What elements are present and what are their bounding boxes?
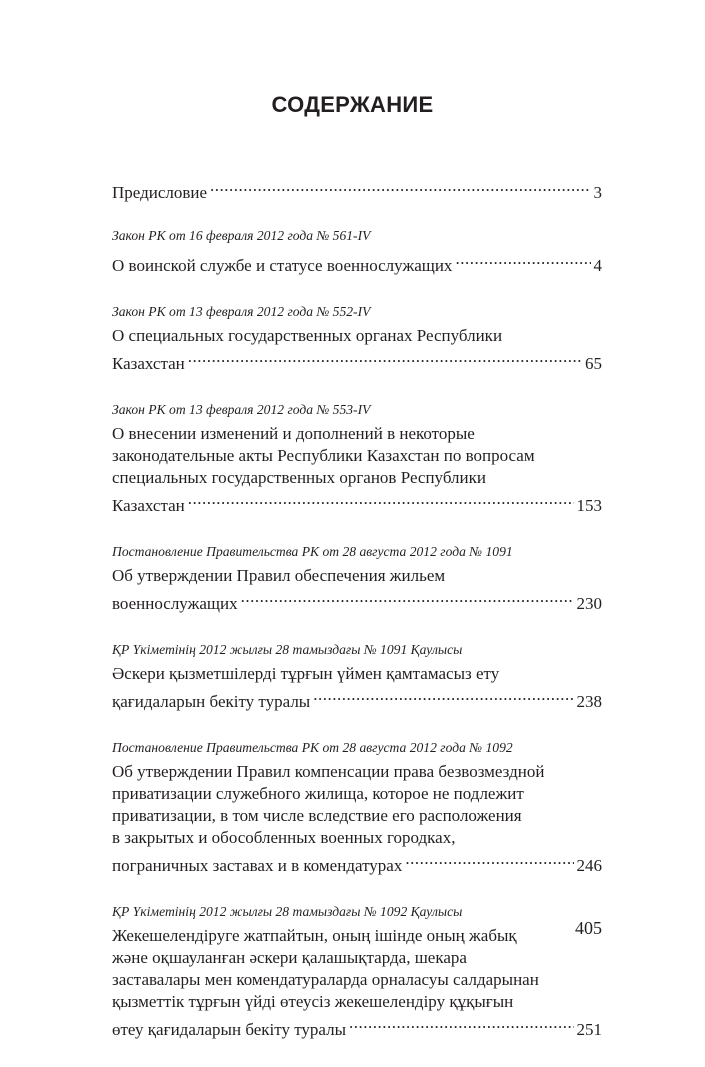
law-reference: Постановление Правительства РК от 28 августа 2012 года № 1091	[112, 544, 513, 559]
law-reference: Закон РК от 16 февраля 2012 года № 561-IV	[112, 228, 371, 243]
toc-entry-last-line	[112, 249, 602, 277]
toc-entry-title: Казахстан	[112, 354, 185, 373]
toc-entry-preface	[112, 176, 602, 204]
dot-leader	[455, 249, 590, 271]
dot-leader	[188, 489, 574, 511]
page-number: 405	[575, 918, 602, 938]
page-title: СОДЕРЖАНИЕ	[271, 92, 434, 117]
toc-page-number: 4	[593, 256, 602, 275]
toc-entry-title: пограничных заставах и в комендатурах	[112, 856, 403, 875]
toc-entry-line: Об утверждении Правил компенсации права безвозмездной	[112, 762, 545, 781]
dot-leader	[210, 176, 590, 198]
toc-entry-line: специальных государственных органов Республики	[112, 468, 486, 487]
law-reference: ҚР Үкіметінің 2012 жылғы 28 тамыздағы № 1091 Қаулысы	[112, 642, 463, 657]
toc-entry-line: қызметтік тұрғын үйді өтеусіз жекешелендіру құқығын	[112, 992, 514, 1011]
toc-entry-line: Жекешелендіруге жатпайтын, оның ішінде оның жабық	[112, 926, 517, 945]
dot-leader	[313, 685, 573, 707]
toc-entry-title: өтеу қағидаларын бекіту туралы	[112, 1020, 347, 1039]
toc-entry	[112, 641, 602, 713]
toc-entry-line: приватизации, в том числе вследствие его расположения	[112, 806, 522, 825]
toc-entry-title: қағидаларын бекіту туралы	[112, 692, 311, 711]
toc-page-number: 230	[576, 594, 602, 613]
toc-entry	[112, 543, 602, 615]
toc-entry-line: Об утверждении Правил обеспечения жильем	[112, 566, 446, 585]
toc-entry	[112, 739, 602, 877]
toc-page-number: 238	[576, 692, 602, 711]
toc-entry-line: в закрытых и обособленных военных городках,	[112, 828, 456, 847]
toc-entry-line: және оқшауланған әскери қалашықтарда, шекара	[112, 948, 467, 967]
dot-leader	[349, 1013, 573, 1035]
toc-entry-title: Предисловие	[112, 183, 208, 202]
toc-entry-line: О специальных государственных органах Республики	[112, 326, 503, 345]
toc-entry-line: О внесении изменений и дополнений в некоторые	[112, 424, 475, 443]
dot-leader	[241, 587, 574, 609]
table-of-contents	[112, 176, 602, 1067]
toc-entry-line: законодательные акты Республики Казахстан по вопросам	[112, 446, 535, 465]
toc-entry	[112, 401, 602, 517]
toc-entry-title: Казахстан	[112, 496, 185, 515]
toc-page-number: 65	[585, 354, 602, 373]
toc-entry-line: Әскери қызметшілерді тұрғын үймен қамтамасыз ету	[112, 664, 500, 683]
law-reference: Закон РК от 13 февраля 2012 года № 553-IV	[112, 402, 371, 417]
law-reference: Постановление Правительства РК от 28 августа 2012 года № 1092	[112, 740, 513, 755]
toc-entry-title: военнослужащих	[112, 594, 238, 613]
dot-leader	[188, 347, 582, 369]
dot-leader	[405, 849, 573, 871]
toc-entry-line: приватизации служебного жилища, которое не подлежит	[112, 784, 524, 803]
toc-entry-last-line	[112, 347, 602, 375]
toc-entry-last-line	[112, 849, 602, 877]
toc-entry-last-line	[112, 587, 602, 615]
law-reference: ҚР Үкіметінің 2012 жылғы 28 тамыздағы № 1092 Қаулысы	[112, 904, 463, 919]
toc-entry-last-line	[112, 1013, 602, 1041]
toc-page-number: 3	[593, 183, 602, 202]
law-reference: Закон РК от 13 февраля 2012 года № 552-IV	[112, 304, 371, 319]
toc-entry	[112, 303, 602, 375]
toc-entry-title: О воинской службе и статусе военнослужащих	[112, 256, 453, 275]
toc-entry-last-line	[112, 489, 602, 517]
toc-page-number: 246	[576, 856, 602, 875]
toc-entry-last-line	[112, 176, 602, 204]
toc-entry	[112, 227, 602, 277]
toc-entry-last-line	[112, 685, 602, 713]
toc-page-number: 153	[576, 496, 602, 515]
toc-page-number: 251	[576, 1020, 602, 1039]
toc-entry-line: заставалары мен комендатураларда орналасуы салдарынан	[112, 970, 539, 989]
toc-entry	[112, 903, 602, 1041]
